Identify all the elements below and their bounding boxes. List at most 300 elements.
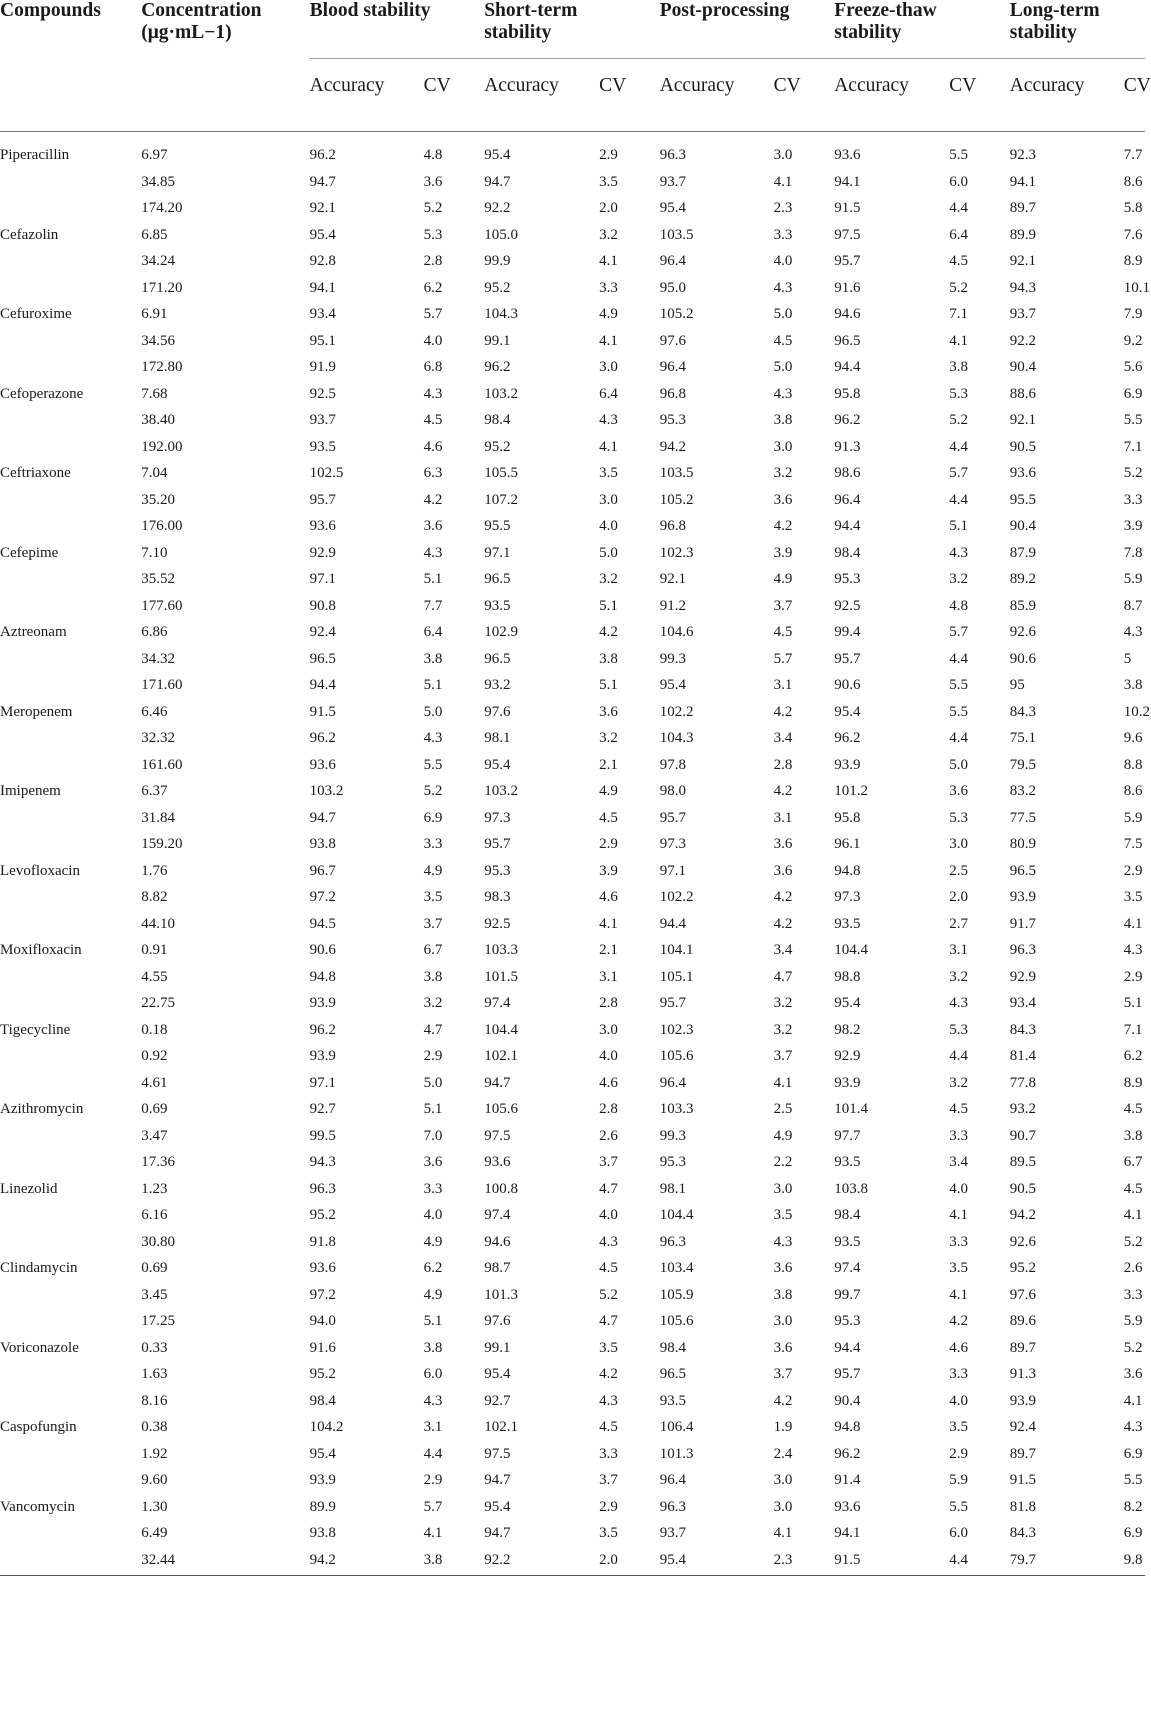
cell-cv: 2.6 [1123,1260,1143,1276]
cell-cv: 4.3 [1123,624,1143,640]
cell-compound: Tigecycline [0,1021,71,1038]
cell-concentration: 38.40 [141,412,175,428]
cell-accuracy: 95.4 [309,226,336,243]
cell-concentration: 0.18 [141,1021,168,1038]
cell-accuracy: 94.2 [1009,1207,1036,1223]
cell-cv: 3.2 [599,730,618,746]
cell-accuracy: 89.7 [1009,200,1036,216]
cell-accuracy: 105.2 [659,491,694,508]
cell-accuracy: 93.4 [1009,995,1036,1011]
cell-cv: 3.8 [424,1547,485,1576]
cell-cv: 2.9 [1123,862,1143,879]
cell-accuracy: 95.2 [309,1366,336,1382]
cell-accuracy: 92.2 [484,200,511,216]
cell-accuracy: 96.3 [659,1498,686,1515]
cell-accuracy: 94.8 [834,1419,861,1435]
cell-cv: 4.9 [599,783,618,799]
cell-accuracy: 105.1 [659,968,694,985]
table-row [0,1043,1145,1070]
cell-accuracy: 98.6 [834,465,861,481]
cell-accuracy: 99.7 [834,1286,861,1303]
cell-cv: 4.6 [599,1074,618,1091]
cell-cv: 5.7 [949,465,968,481]
cell-accuracy: 95.7 [309,491,336,508]
cell-accuracy: 77.5 [1009,809,1036,826]
cell-cv: 5.2 [949,279,968,296]
cell-cv: 4.3 [949,544,968,561]
cell-cv: 4.3 [599,1392,618,1409]
cell-cv: 5.2 [599,1286,618,1303]
cell-accuracy: 84.3 [1009,1525,1036,1541]
cell-cv: 2.2 [773,1154,793,1170]
cell-accuracy: 97.5 [484,1127,511,1144]
cell-compound: Ceftriaxone [0,465,71,481]
cell-cv: 3.3 [599,279,618,296]
cell-accuracy: 91.3 [834,438,861,455]
cell-cv: 6.0 [949,1525,968,1541]
cell-cv: 2.9 [949,1445,968,1462]
cell-concentration: 1.30 [141,1498,168,1515]
cell-accuracy: 93.7 [659,1525,686,1541]
cell-cv: 4.2 [773,783,793,799]
cell-cv: 3.3 [599,1445,618,1462]
cell-cv: 6.9 [1123,1445,1143,1462]
cell-concentration: 35.20 [141,491,175,508]
cell-cv: 8.9 [1123,253,1143,269]
cell-compound [0,752,141,779]
cell-accuracy: 96.5 [834,332,861,349]
cell-accuracy: 99.1 [484,332,511,349]
cell-accuracy: 94.7 [309,809,336,826]
cell-accuracy: 94.7 [484,1472,511,1488]
cell-accuracy: 90.6 [834,677,861,693]
cell-accuracy: 89.7 [1009,1445,1036,1462]
cell-accuracy: 92.9 [309,544,336,561]
cell-compound [0,487,141,514]
cell-accuracy: 95.7 [834,650,861,667]
cell-cv: 2.4 [773,1445,793,1462]
cell-cv: 4.6 [599,889,618,905]
cell-compound [0,964,141,991]
cell-cv: 3.0 [773,1313,793,1329]
cell-cv: 6.9 [423,809,443,826]
cell-cv: 3.2 [949,571,968,587]
header-group-freeze-thaw: Freeze-thaw stability [834,0,1010,59]
cell-concentration: 17.36 [141,1154,175,1170]
cell-cv: 5.2 [423,783,443,799]
cell-accuracy: 92.5 [834,597,861,614]
cell-accuracy: 101.3 [484,1286,518,1303]
cell-accuracy: 93.6 [834,147,861,163]
cell-cv: 4.2 [949,1313,968,1329]
cell-accuracy: 103.2 [484,783,518,799]
cell-cv: 2.0 [949,889,968,905]
header-group-short-term: Short-term stability [484,0,660,59]
cell-accuracy: 92.2 [484,1547,599,1576]
cell-cv: 3.8 [773,412,793,428]
cell-cv: 9.6 [1123,730,1143,746]
cell-accuracy: 96.1 [834,836,861,852]
cell-cv: 4.4 [949,200,968,216]
cell-accuracy: 107.2 [484,491,518,508]
cell-cv: 3.0 [773,147,793,163]
cell-concentration: 3.45 [141,1286,168,1303]
cell-compound: Moxifloxacin [0,942,82,958]
cell-cv: 3.0 [599,359,618,375]
cell-cv: 7.7 [1123,147,1143,163]
table-row [0,1123,1145,1150]
cell-cv: 3.1 [949,942,968,958]
cell-accuracy: 96.4 [834,491,861,508]
cell-cv: 10.2 [1123,703,1150,720]
cell-accuracy: 96.7 [309,862,336,879]
cell-accuracy: 96.3 [1009,942,1036,958]
header-group-post-processing: Post-processing [660,0,835,59]
cell-cv: 4.1 [773,1074,793,1091]
cell-cv: 4.1 [949,1207,968,1223]
cell-accuracy: 96.4 [659,253,686,269]
cell-accuracy: 93.7 [1009,306,1036,322]
table-row [0,169,1145,196]
table-row [0,195,1145,222]
cell-accuracy: 94.7 [484,1525,511,1541]
cell-accuracy: 91.8 [309,1233,336,1250]
cell-compound [0,513,141,540]
cell-accuracy: 95.3 [834,571,861,587]
cell-accuracy: 83.2 [1009,783,1036,799]
cell-accuracy: 92.9 [1009,968,1036,985]
cell-concentration: 176.00 [141,518,183,534]
cell-cv: 4.5 [599,1419,618,1435]
cell-concentration: 35.52 [141,571,175,587]
cell-accuracy: 92.4 [1009,1419,1036,1435]
cell-cv: 4.3 [949,995,968,1011]
cell-cv: 3.7 [773,1366,793,1382]
cell-accuracy: 94.3 [1009,279,1036,296]
cell-cv: 3.1 [599,968,618,985]
cell-accuracy: 97.6 [1009,1286,1036,1303]
cell-cv: 4.7 [599,1313,618,1329]
cell-accuracy: 92.1 [659,571,686,587]
cell-accuracy: 90.4 [1009,518,1036,534]
table-row [0,1361,1145,1388]
cell-cv: 4.4 [949,491,968,508]
cell-cv: 3.3 [949,1366,968,1382]
cell-accuracy: 102.5 [309,465,344,481]
cell-concentration: 6.85 [141,226,168,243]
cell-cv: 3.6 [599,703,618,720]
cell-cv: 3.6 [773,862,793,879]
table-row [0,593,1145,620]
cell-cv: 4.1 [1123,1207,1143,1223]
cell-cv: 5.5 [949,147,968,163]
cell-cv: 5.0 [599,544,618,561]
cell-accuracy: 93.9 [1009,1392,1036,1409]
cell-cv: 4.7 [599,1180,618,1197]
cell-concentration: 7.68 [141,385,168,402]
cell-accuracy: 91.9 [309,359,336,375]
cell-cv: 3.5 [599,1525,618,1541]
cell-cv: 3.3 [1123,491,1143,508]
cell-accuracy: 104.4 [659,1207,694,1223]
table-row [0,1414,1145,1441]
cell-accuracy: 91.7 [1009,915,1036,932]
cell-concentration: 22.75 [141,995,175,1011]
cell-cv: 4.3 [1123,942,1143,958]
cell-accuracy: 94.4 [309,677,336,693]
cell-accuracy: 90.7 [1009,1127,1036,1144]
cell-accuracy: 93.9 [309,1472,336,1488]
cell-concentration: 34.56 [141,332,175,349]
cell-compound [0,725,141,752]
cell-accuracy: 96.3 [659,1233,686,1250]
cell-accuracy: 95.4 [659,677,686,693]
cell-compound [0,1361,141,1388]
cell-accuracy: 94.7 [309,173,336,190]
cell-accuracy: 104.3 [484,306,518,322]
cell-cv: 3.8 [1123,677,1143,693]
cell-cv: 4.4 [949,1048,968,1064]
cell-compound [0,248,141,275]
cell-concentration: 6.37 [141,783,168,799]
cell-accuracy: 94.6 [484,1233,511,1250]
cell-concentration: 6.16 [141,1207,168,1223]
cell-accuracy: 95.7 [659,995,686,1011]
cell-concentration: 9.60 [141,1472,168,1488]
table-row [0,1229,1145,1256]
cell-cv: 3.8 [599,650,618,667]
cell-compound: Azithromycin [0,1101,84,1117]
cell-accuracy: 96.3 [659,147,686,163]
cell-cv: 2.5 [949,862,968,879]
cell-compound [0,1308,141,1335]
cell-cv: 3.8 [773,1286,793,1303]
cell-accuracy: 102.2 [659,703,694,720]
cell-cv: 4.1 [599,438,618,455]
cell-cv: 4.1 [949,1286,968,1303]
cell-accuracy: 88.6 [1009,385,1036,402]
cell-cv: 2.1 [599,942,618,958]
cell-compound [0,169,141,196]
cell-cv: 5.9 [1123,1313,1143,1329]
cell-cv: 4.0 [423,332,443,349]
cell-compound [0,195,141,222]
cell-cv: 3.8 [423,650,443,667]
cell-cv: 5.2 [1123,465,1143,481]
cell-cv: 6.4 [949,226,968,243]
cell-compound: Clindamycin [0,1260,78,1276]
header-group-blood: Blood stability [310,0,485,59]
cell-cv: 3.1 [773,809,793,826]
cell-accuracy: 97.6 [659,332,686,349]
cell-cv: 8.9 [1123,1074,1143,1091]
cell-cv: 5.0 [773,306,793,322]
cell-accuracy: 105.0 [484,226,518,243]
header-blank-2 [141,59,309,132]
cell-accuracy: 93.9 [309,995,336,1011]
cell-cv: 4.9 [423,1233,443,1250]
cell-cv: 4.3 [1123,1419,1143,1435]
table-row [0,301,1145,328]
cell-accuracy: 102.1 [484,1419,518,1435]
cell-cv: 7.1 [1123,438,1143,455]
cell-accuracy: 96.2 [834,730,861,746]
cell-cv: 2.9 [599,147,618,163]
cell-cv: 4.0 [949,1180,968,1197]
cell-accuracy: 101.5 [484,968,518,985]
cell-cv: 3.0 [773,1472,793,1488]
cell-cv: 4.0 [773,253,793,269]
cell-accuracy: 96.4 [659,1074,686,1091]
cell-cv: 3.9 [773,544,793,561]
cell-accuracy: 97.6 [484,703,511,720]
cell-compound [0,566,141,593]
cell-accuracy: 97.6 [484,1313,511,1329]
cell-accuracy: 81.8 [1009,1498,1036,1515]
table-row [0,752,1145,779]
cell-cv: 5.1 [599,677,618,693]
cell-accuracy: 91.5 [309,703,336,720]
cell-cv: 3.3 [423,1180,443,1197]
cell-concentration: 171.60 [141,677,183,693]
cell-cv: 2.8 [773,756,793,773]
cell-concentration: 7.10 [141,544,168,561]
cell-cv: 3.3 [423,836,443,852]
cell-cv: 5.1 [423,1313,443,1329]
header-cv: CV [1124,59,1145,132]
cell-accuracy: 103.8 [834,1180,868,1197]
cell-accuracy: 97.5 [484,1445,511,1462]
cell-accuracy: 97.4 [484,995,511,1011]
cell-cv: 7.7 [423,597,443,614]
table-row [0,1070,1145,1097]
cell-accuracy: 79.5 [1009,756,1036,773]
cell-accuracy: 98.2 [834,1021,861,1038]
cell-concentration: 6.86 [141,624,168,640]
cell-accuracy: 93.5 [484,597,511,614]
cell-cv: 8.8 [1123,756,1143,773]
cell-cv: 4.1 [949,332,968,349]
cell-accuracy: 99.1 [484,1339,511,1356]
cell-compound: Caspofungin [0,1419,77,1435]
cell-compound [0,328,141,355]
cell-concentration: 44.10 [141,915,175,932]
cell-accuracy: 95.4 [309,1445,336,1462]
cell-accuracy: 95.4 [659,200,686,216]
cell-accuracy: 95.8 [834,809,861,826]
cell-accuracy: 91.6 [834,279,861,296]
cell-cv: 2.3 [774,1547,835,1576]
cell-cv: 4.4 [949,1547,1010,1576]
cell-concentration: 0.69 [141,1101,168,1117]
cell-accuracy: 98.4 [484,412,511,428]
cell-accuracy: 95.1 [309,332,336,349]
cell-accuracy: 89.7 [1009,1339,1036,1356]
cell-cv: 4.8 [949,597,968,614]
cell-accuracy: 95.4 [484,1366,511,1382]
cell-compound: Piperacillin [0,147,70,163]
cell-accuracy: 94.4 [659,915,686,932]
cell-accuracy: 92.8 [309,253,336,269]
table-row [0,407,1145,434]
cell-compound [0,1388,141,1415]
cell-cv: 1.9 [773,1419,793,1435]
table-row [0,1335,1145,1362]
table-row [0,884,1145,911]
cell-cv: 3.5 [773,1207,793,1223]
cell-cv: 3.0 [599,491,618,508]
cell-concentration: 34.24 [141,253,175,269]
cell-accuracy: 97.1 [484,544,511,561]
cell-cv: 5.9 [1123,809,1143,826]
cell-cv: 6.0 [949,173,968,190]
cell-cv: 5.1 [949,518,968,534]
header-compounds: Compounds [0,0,101,21]
cell-cv: 5.2 [423,200,443,216]
cell-cv: 5.7 [423,306,443,322]
cell-accuracy: 98.0 [659,783,686,799]
cell-accuracy: 102.2 [659,889,694,905]
cell-cv: 3.2 [773,1021,793,1038]
cell-accuracy: 94.4 [834,518,861,534]
cell-concentration: 0.38 [141,1419,168,1435]
cell-cv: 5.3 [949,1021,968,1038]
table-body [0,132,1150,1576]
cell-cv: 6.4 [423,624,443,640]
cell-cv: 3.6 [1123,1366,1143,1382]
cell-cv: 5.3 [949,809,968,826]
cell-accuracy: 95.3 [484,862,511,879]
cell-cv: 8.7 [1123,597,1143,614]
cell-accuracy: 95.7 [484,836,511,852]
table-row [0,831,1145,858]
table-row [0,1149,1145,1176]
cell-cv: 4.0 [949,1392,968,1409]
cell-accuracy: 98.4 [834,1207,861,1223]
cell-cv: 4.0 [599,1207,618,1223]
cell-accuracy: 97.2 [309,889,336,905]
cell-cv: 3.8 [423,968,443,985]
cell-compound [0,1149,141,1176]
cell-accuracy: 89.5 [1009,1154,1036,1170]
cell-accuracy: 103.3 [659,1101,694,1117]
cell-compound [0,672,141,699]
cell-accuracy: 89.9 [309,1498,336,1515]
cell-cv: 3.5 [599,465,618,481]
cell-compound [0,1520,141,1547]
cell-accuracy: 103.3 [484,942,518,958]
cell-compound [0,805,141,832]
cell-cv: 3.2 [599,226,618,243]
cell-accuracy: 96.4 [659,1472,686,1488]
cell-cv: 5.1 [599,597,618,614]
cell-accuracy: 92.5 [309,385,336,402]
cell-accuracy: 105.6 [484,1101,518,1117]
cell-accuracy: 97.7 [834,1127,861,1144]
cell-concentration: 174.20 [141,200,183,216]
cell-cv: 4.1 [1123,1392,1143,1409]
cell-cv: 4.4 [949,650,968,667]
cell-accuracy: 95.4 [660,1547,774,1576]
table-row [0,1176,1145,1203]
cell-accuracy: 96.2 [834,1445,861,1462]
cell-cv: 7.5 [1123,836,1143,852]
cell-compound: Linezolid [0,1180,58,1197]
cell-cv: 3.8 [1123,1127,1143,1144]
cell-compound: Levofloxacin [0,862,80,879]
cell-accuracy: 94.2 [659,438,686,455]
cell-accuracy: 93.6 [309,1260,336,1276]
